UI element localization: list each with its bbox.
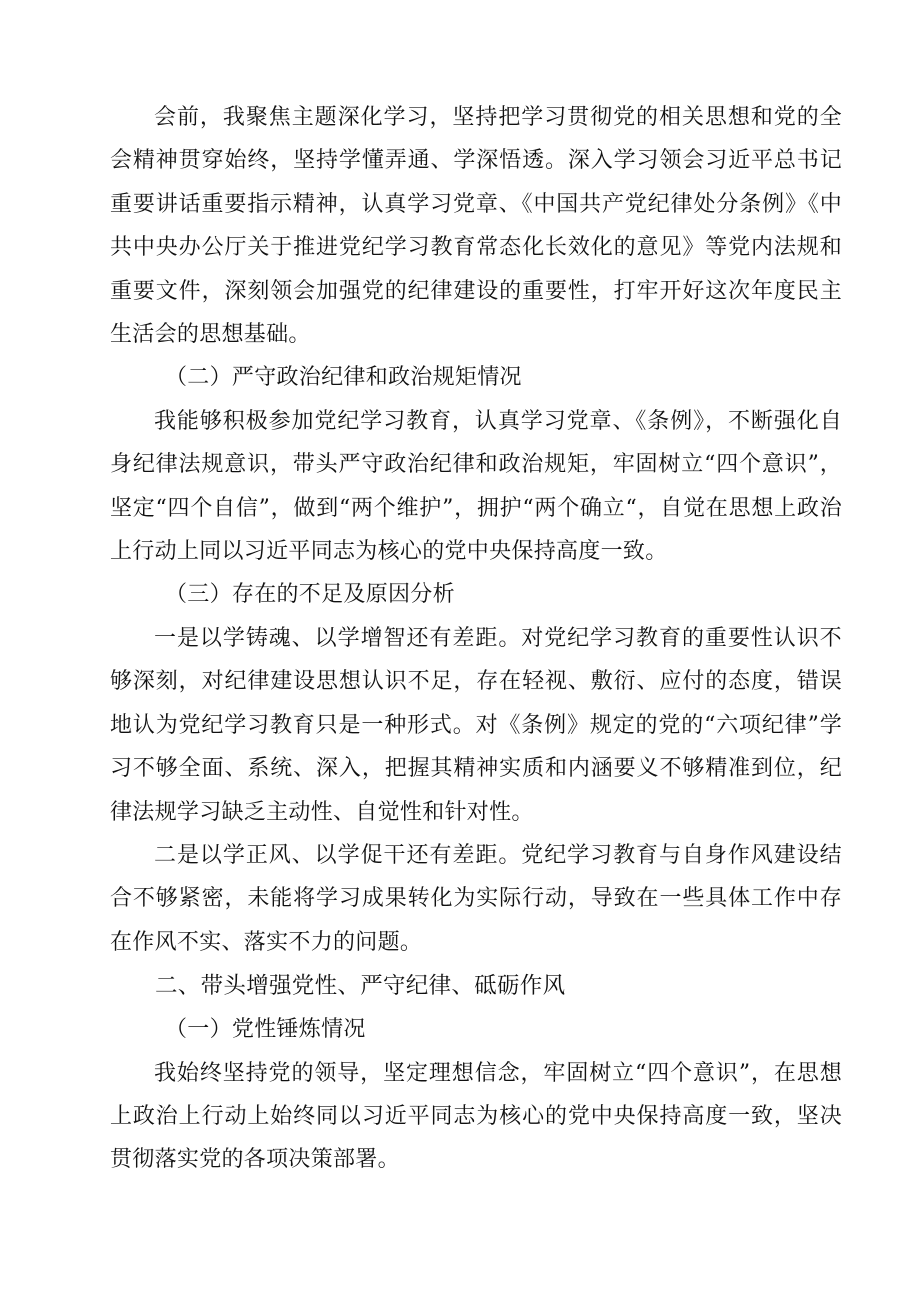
paragraph-political-discipline: 我能够积极参加党纪学习教育，认真学习党章、《条例》，不断强化自身纪律法规意识，带头严守政治纪律和政治规矩，牢固树立“四个意识”，坚定“四个自信”，做到“两个维护”，拥护“两个确立“，自觉在思想上政治上行动上同以习近平同志为核心的党中央保持高度一致。 xyxy=(110,408,842,565)
subheading-party-spirit: （一）党性锤炼情况 xyxy=(165,1017,366,1043)
paragraph-study-before-meeting: 会前，我聚焦主题深化学习，坚持把学习贯彻党的相关思想和党的全会精神贯穿始终，坚持学懂弄通、学深悟透。深入学习领会习近平总书记重要讲话重要指示精神，认真学习党章、《中国共产党纪律处分条例》《中共中央办公厅关于推进党纪学习教育常态化长效化的意见》等党内法规和重要文件，深刻领会加强党的纪律建设的重要性，打牢开好这次年度民主生活会的思想基础。 xyxy=(110,105,842,348)
paragraph-shortcoming-two: 二是以学正风、以学促干还有差距。党纪学习教育与自身作风建设结合不够紧密，未能将学习成果转化为实际行动，导致在一些具体工作中存在作风不实、落实不力的问题。 xyxy=(110,842,842,955)
subheading-political-discipline: （二）严守政治纪律和政治规矩情况 xyxy=(165,365,522,391)
subheading-shortcomings: （三）存在的不足及原因分析 xyxy=(165,582,455,608)
paragraph-party-spirit: 我始终坚持党的领导，坚定理想信念，牢固树立“四个意识”，在思想上政治上行动上始终同以习近平同志为核心的党中央保持高度一致，坚决贯彻落实党的各项决策部署。 xyxy=(110,1060,842,1173)
paragraph-shortcoming-one: 一是以学铸魂、以学增智还有差距。对党纪学习教育的重要性认识不够深刻，对纪律建设思想认识不足，存在轻视、敷衍、应付的态度，错误地认为党纪学习教育只是一种形式。对《条例》规定的党的“六项纪律”学习不够全面、系统、深入，把握其精神实质和内涵要义不够精准到位，纪律法规学习缺乏主动性、自觉性和针对性。 xyxy=(110,625,842,825)
section-heading-two: 二、带头增强党性、严守纪律、砥砺作风 xyxy=(155,973,566,1000)
document-body xyxy=(110,96,842,1182)
